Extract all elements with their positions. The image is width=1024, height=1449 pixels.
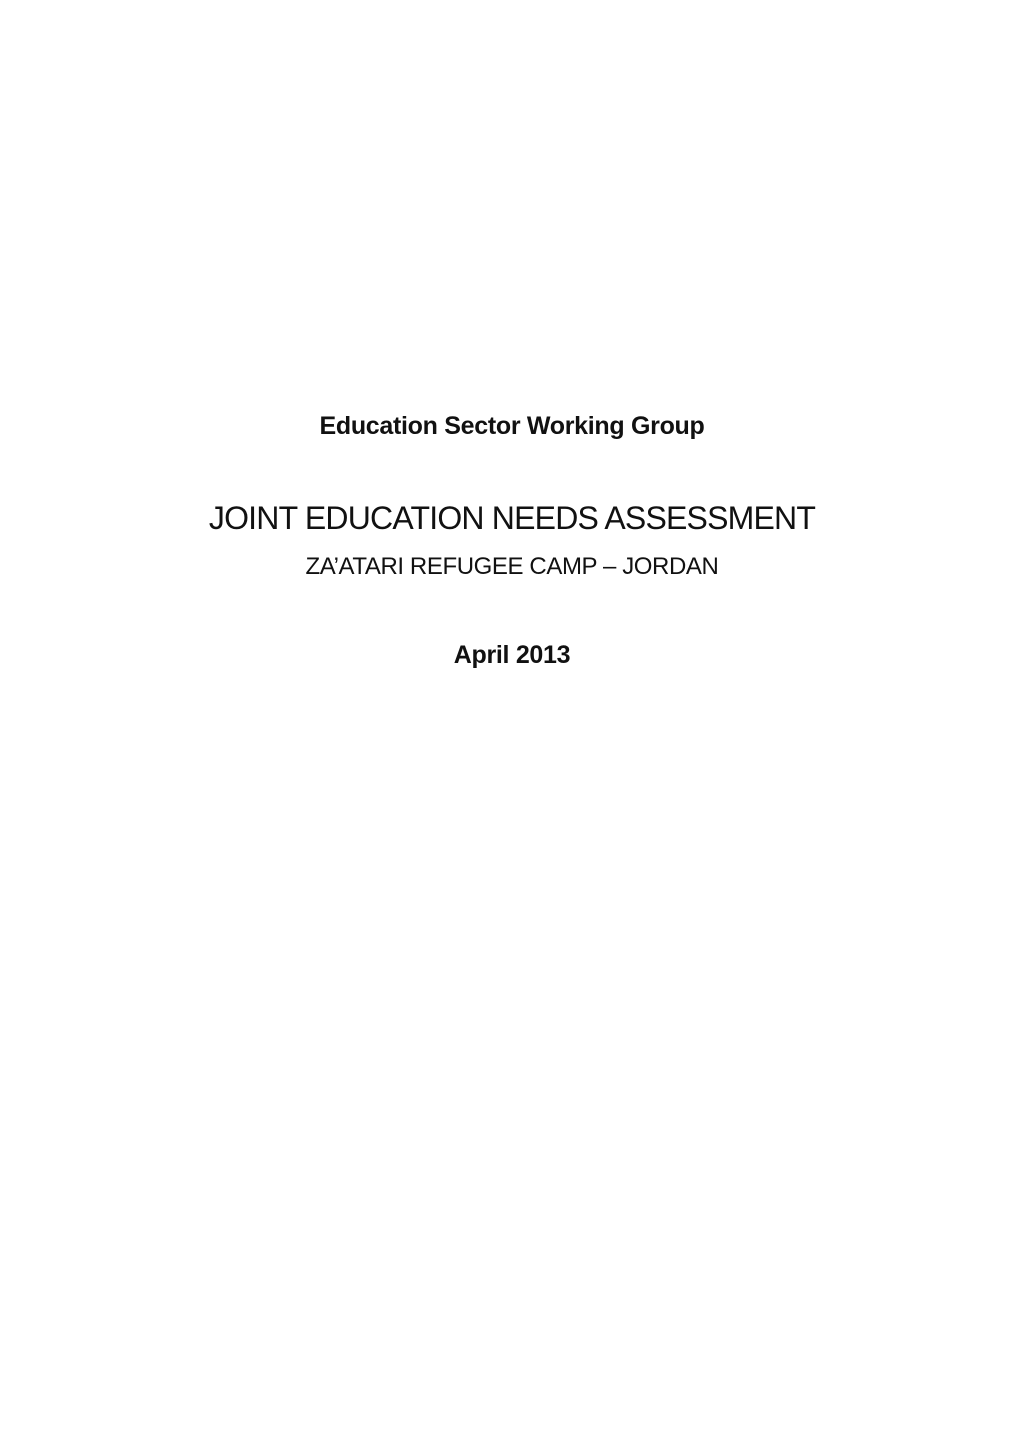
document-date: April 2013 bbox=[453, 641, 571, 669]
document-subtitle: ZA’ATARI REFUGEE CAMP – JORDAN bbox=[305, 553, 719, 580]
organization-name: Education Sector Working Group bbox=[319, 412, 705, 440]
document-title: JOINT EDUCATION NEEDS ASSESSMENT bbox=[208, 500, 816, 536]
